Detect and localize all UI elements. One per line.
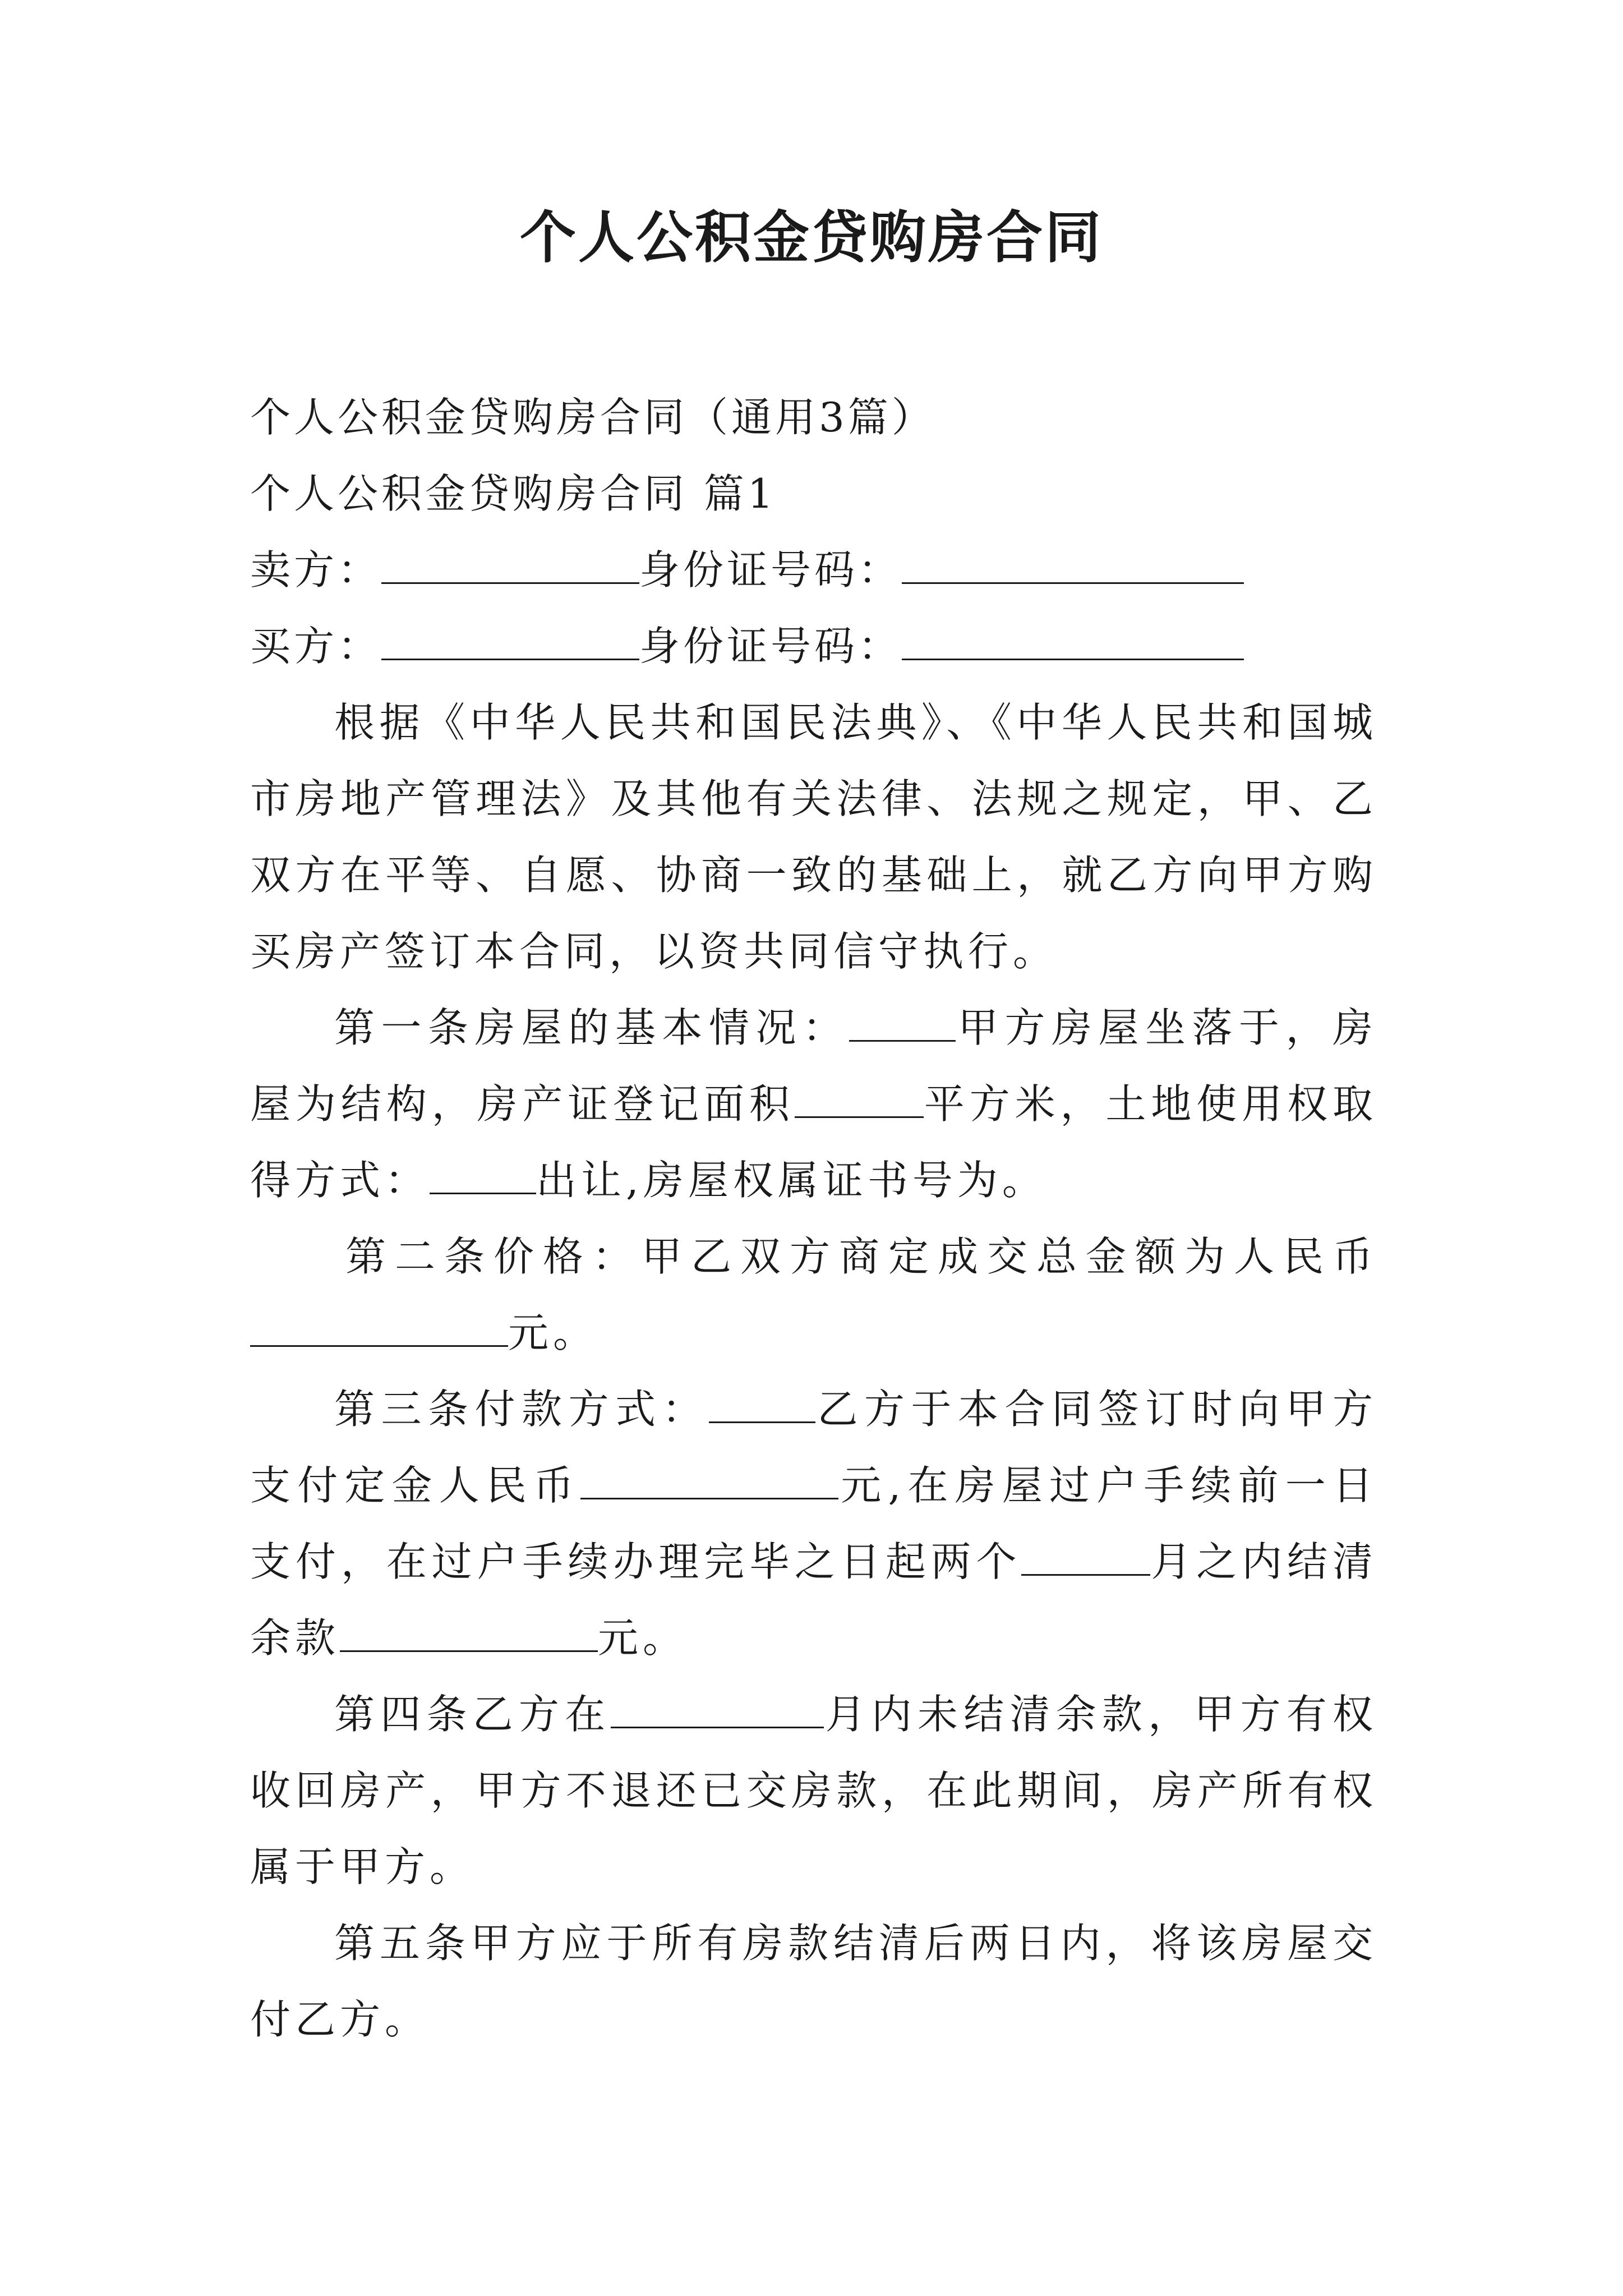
article-2-unit: 元。 (508, 1309, 598, 1356)
article-3-months-blank (1021, 1540, 1150, 1576)
article-3 (250, 1371, 1377, 1676)
article-3-blank-1 (709, 1388, 815, 1423)
article-1-blank-2 (430, 1159, 536, 1194)
article-3-heading: 第三条付款方式： (334, 1386, 709, 1433)
article-4-months-blank (611, 1693, 824, 1728)
buyer-name-blank (381, 625, 639, 660)
article-3-text-1: 乙方于本合同签订时向甲方支付定金人民币 (250, 1386, 1377, 1509)
buyer-id-label: 身份证号码： (639, 623, 902, 670)
seller-id-label: 身份证号码： (639, 546, 902, 593)
article-1-area-blank (795, 1083, 924, 1118)
intro-paragraph: 根据《中华人民共和国民法典》、《中华人民共和国城市房地产管理法》及其他有关法律、法规之规定，甲、乙双方在平等、自愿、协商一致的基础上，就乙方向甲方购买房产签订本合同，以资共同信守执行。 (250, 699, 1377, 975)
article-3-unit: 元。 (598, 1614, 688, 1662)
article-3-text-2: 元,在房屋过户手续前一日支付，在过户手续办理完毕之日起两个 (250, 1462, 1377, 1585)
article-4-text-2: 月内未结清余款，甲方有权收回房产，甲方不退还已交房款，在此期间，房产所有权属于甲方。 (250, 1691, 1377, 1890)
article-5: 第五条甲方应于所有房款结清后两日内，将该房屋交付乙方。 (250, 1920, 1377, 2043)
article-3-text-3: 月之内结清余款 (250, 1538, 1377, 1662)
seller-id-blank (902, 549, 1244, 584)
article-1-text-2: 平方米，土地使用权取得方式： (250, 1080, 1377, 1204)
article-1 (250, 990, 1377, 1218)
buyer-label: 买方： (250, 623, 382, 670)
document-subtitle: 个人公积金贷购房合同（通用3篇） (250, 394, 935, 441)
article-1-text-1: 甲方房屋坐落于，房屋为结构，房产证登记面积 (250, 1004, 1377, 1128)
seller-name-blank (381, 549, 639, 584)
article-1-text-3: 出让,房屋权属证书号为。 (536, 1157, 1047, 1204)
buyer-line (250, 618, 1377, 674)
article-3-deposit-blank (580, 1464, 838, 1499)
document-title: 个人公积金贷购房合同 (520, 204, 1103, 270)
seller-line (250, 542, 1377, 598)
section-heading: 个人公积金贷购房合同 篇1 (250, 470, 777, 517)
article-3-balance-blank (340, 1617, 598, 1652)
article-2-price-blank (250, 1312, 508, 1347)
article-1-blank-1 (849, 1006, 956, 1042)
buyer-id-blank (902, 625, 1244, 660)
article-4 (250, 1676, 1377, 1905)
article-4-text-1: 第四条乙方在 (334, 1691, 611, 1738)
seller-label: 卖方： (250, 546, 382, 593)
article-2 (250, 1218, 1377, 1371)
article-2-text: 第二条价格：甲乙双方商定成交总金额为人民币 (345, 1233, 1377, 1280)
article-1-heading: 第一条房屋的基本情况： (334, 1004, 850, 1051)
